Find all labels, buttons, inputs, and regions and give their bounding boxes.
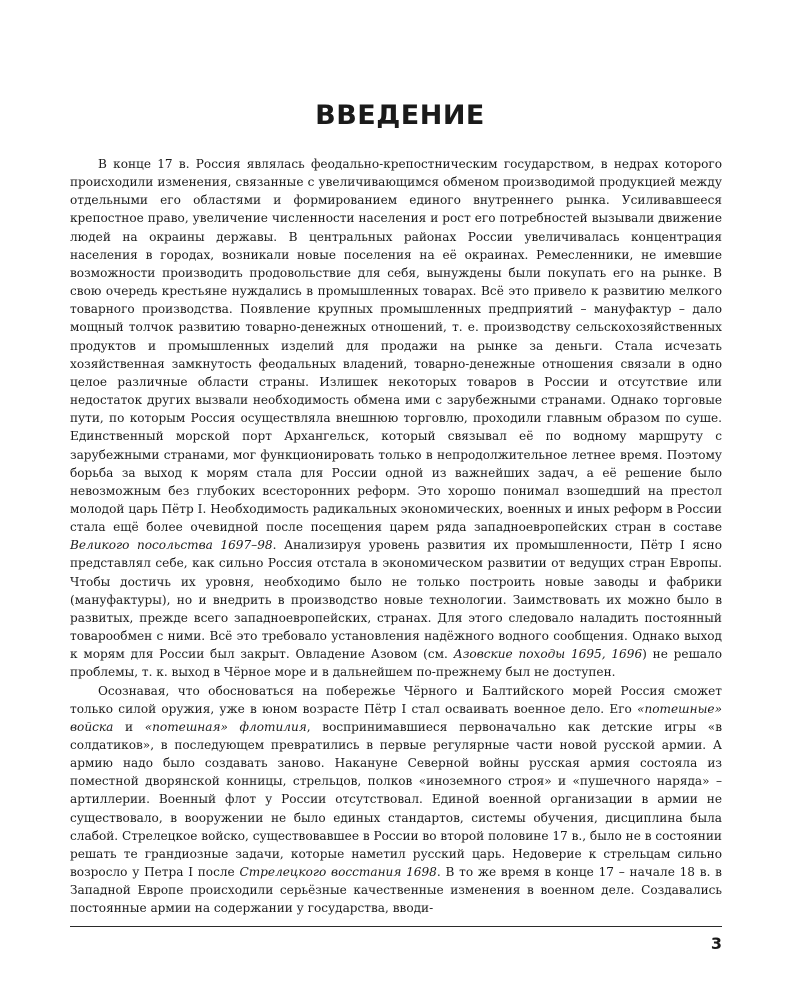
text-segment: и	[113, 719, 145, 734]
text-segment: , воспринимавшиеся первоначально как детские игры «в солдатиков», в последующем превратились в первые регулярные части новой русской армии. А армию надо было создавать заново. Накануне Северной войны русская армия состояла из поместной дворянской конницы, стрельцов, полков «иноземного строя» и «пушечного наряда» – артиллерии. Военный флот у России отсутствовал. Единой военной организации в армии не существовало, в вооружении не было единых стандартов, системы обучения, дисциплина была слабой. Стрелецкое войско, существовавшее в России во второй половине 17 в., было не в состоянии решать те грандиозные задачи, которые наметил русский царь. Недоверие к стрельцам сильно возросло у Петра I после	[70, 719, 723, 880]
text-segment: ) не решало проблемы, т. к. выход в Чёрное море и в дальнейшем по-прежнему был не доступен.	[70, 647, 722, 680]
italic-term: Азовские походы 1695, 1696	[453, 647, 643, 662]
italic-term: Великого посольства 1697–98	[70, 538, 273, 553]
footer-rule	[70, 926, 722, 927]
text-segment: . Анализируя уровень развития их промышленности, Пётр I ясно представлял себе, как сильно Россия отстала в экономическом развитии от ведущих стран Европы. Чтобы достичь их уровня, необходимо было не только построить новые заводы и фабрики (мануфактуры), но и внедрить в производство новые технологии. Заимствовать их можно было в развитых, прежде всего западноевропейских, странах. Для этого следовало наладить постоянный товарообмен с ними. Всё это требовало установления надёжного водного сообщения. Однако выход к морям для России был закрыт. Овладение Азовом (см.	[70, 538, 722, 662]
page-number: 3	[710, 934, 722, 953]
text-segment: В конце 17 в. Россия являлась феодально-крепостническим государством, в недрах которого происходили изменения, связанные с увеличивающимся обменом производимой продукцией между отдельными его областями и формированием единого внутреннего рынка. Усиливавшееся крепостное право, увеличение численности населения и рост его потребностей вызывали движение людей на окраины державы. В центральных районах России увеличивалась концентрация населения в городах, возникали новые поселения на её окраинах. Ремесленники, не имевшие возможности производить продовольствие для себя, вынуждены были покупать его на рынке. В свою очередь крестьяне нуждались в промышленных товарах. Всё это привело к развитию мелкого товарного производства. Появление крупных промышленных предприятий – мануфактур – дало мощный толчок развитию товарно-денежных отношений, т. е. производству сельскохозяйственных продуктов и промышленных изделий для продажи на рынке за деньги. Стала исчезать хозяйственная замкнутость феодальных владений, товарно-денежные отношения связали в одно целое различные области страны. Излишек некоторых товаров в России и отсутствие или недостаток других вызвали необходимость обмена ими с зарубежными странами. Однако торговые пути, по которым Россия осуществляла внешнюю торговлю, проходили главным образом по суше. Единственный морской порт Архангельск, который связывал её по водному маршруту с зарубежными странами, мог функционировать только в непродолжительное летнее время. Поэтому борьба за выход к морям стала для России одной из важнейших задач, а её решение было невозможным без глубоких всесторонних реформ. Это хорошо понимал взошедший на престол молодой царь Пётр I. Необходимость радикальных экономических, военных и иных реформ в России стала ещё более очевидной после посещения царем ряда западноевропейских стран в составе	[70, 157, 722, 535]
page-title: ВВЕДЕНИЕ	[315, 100, 485, 131]
paragraph	[70, 155, 722, 682]
italic-term: «потешная» флотилия	[144, 719, 307, 734]
body-text	[70, 155, 722, 918]
italic-term: «потешные» войска	[70, 701, 722, 734]
text-segment: Осознавая, что обосноваться на побережье Чёрного и Балтийского морей Россия сможет только силой оружия, уже в юном возрасте Пётр I стал осваивать военное дело. Его	[70, 683, 722, 716]
paragraph	[70, 682, 722, 918]
text-segment: . В то же время в конце 17 – начале 18 в. в Западной Европе происходили серьёзные качественные изменения в военном деле. Создавались постоянные армии на содержании у государства, вводи-	[70, 865, 722, 916]
italic-term: Стрелецкого восстания 1698	[239, 865, 437, 880]
